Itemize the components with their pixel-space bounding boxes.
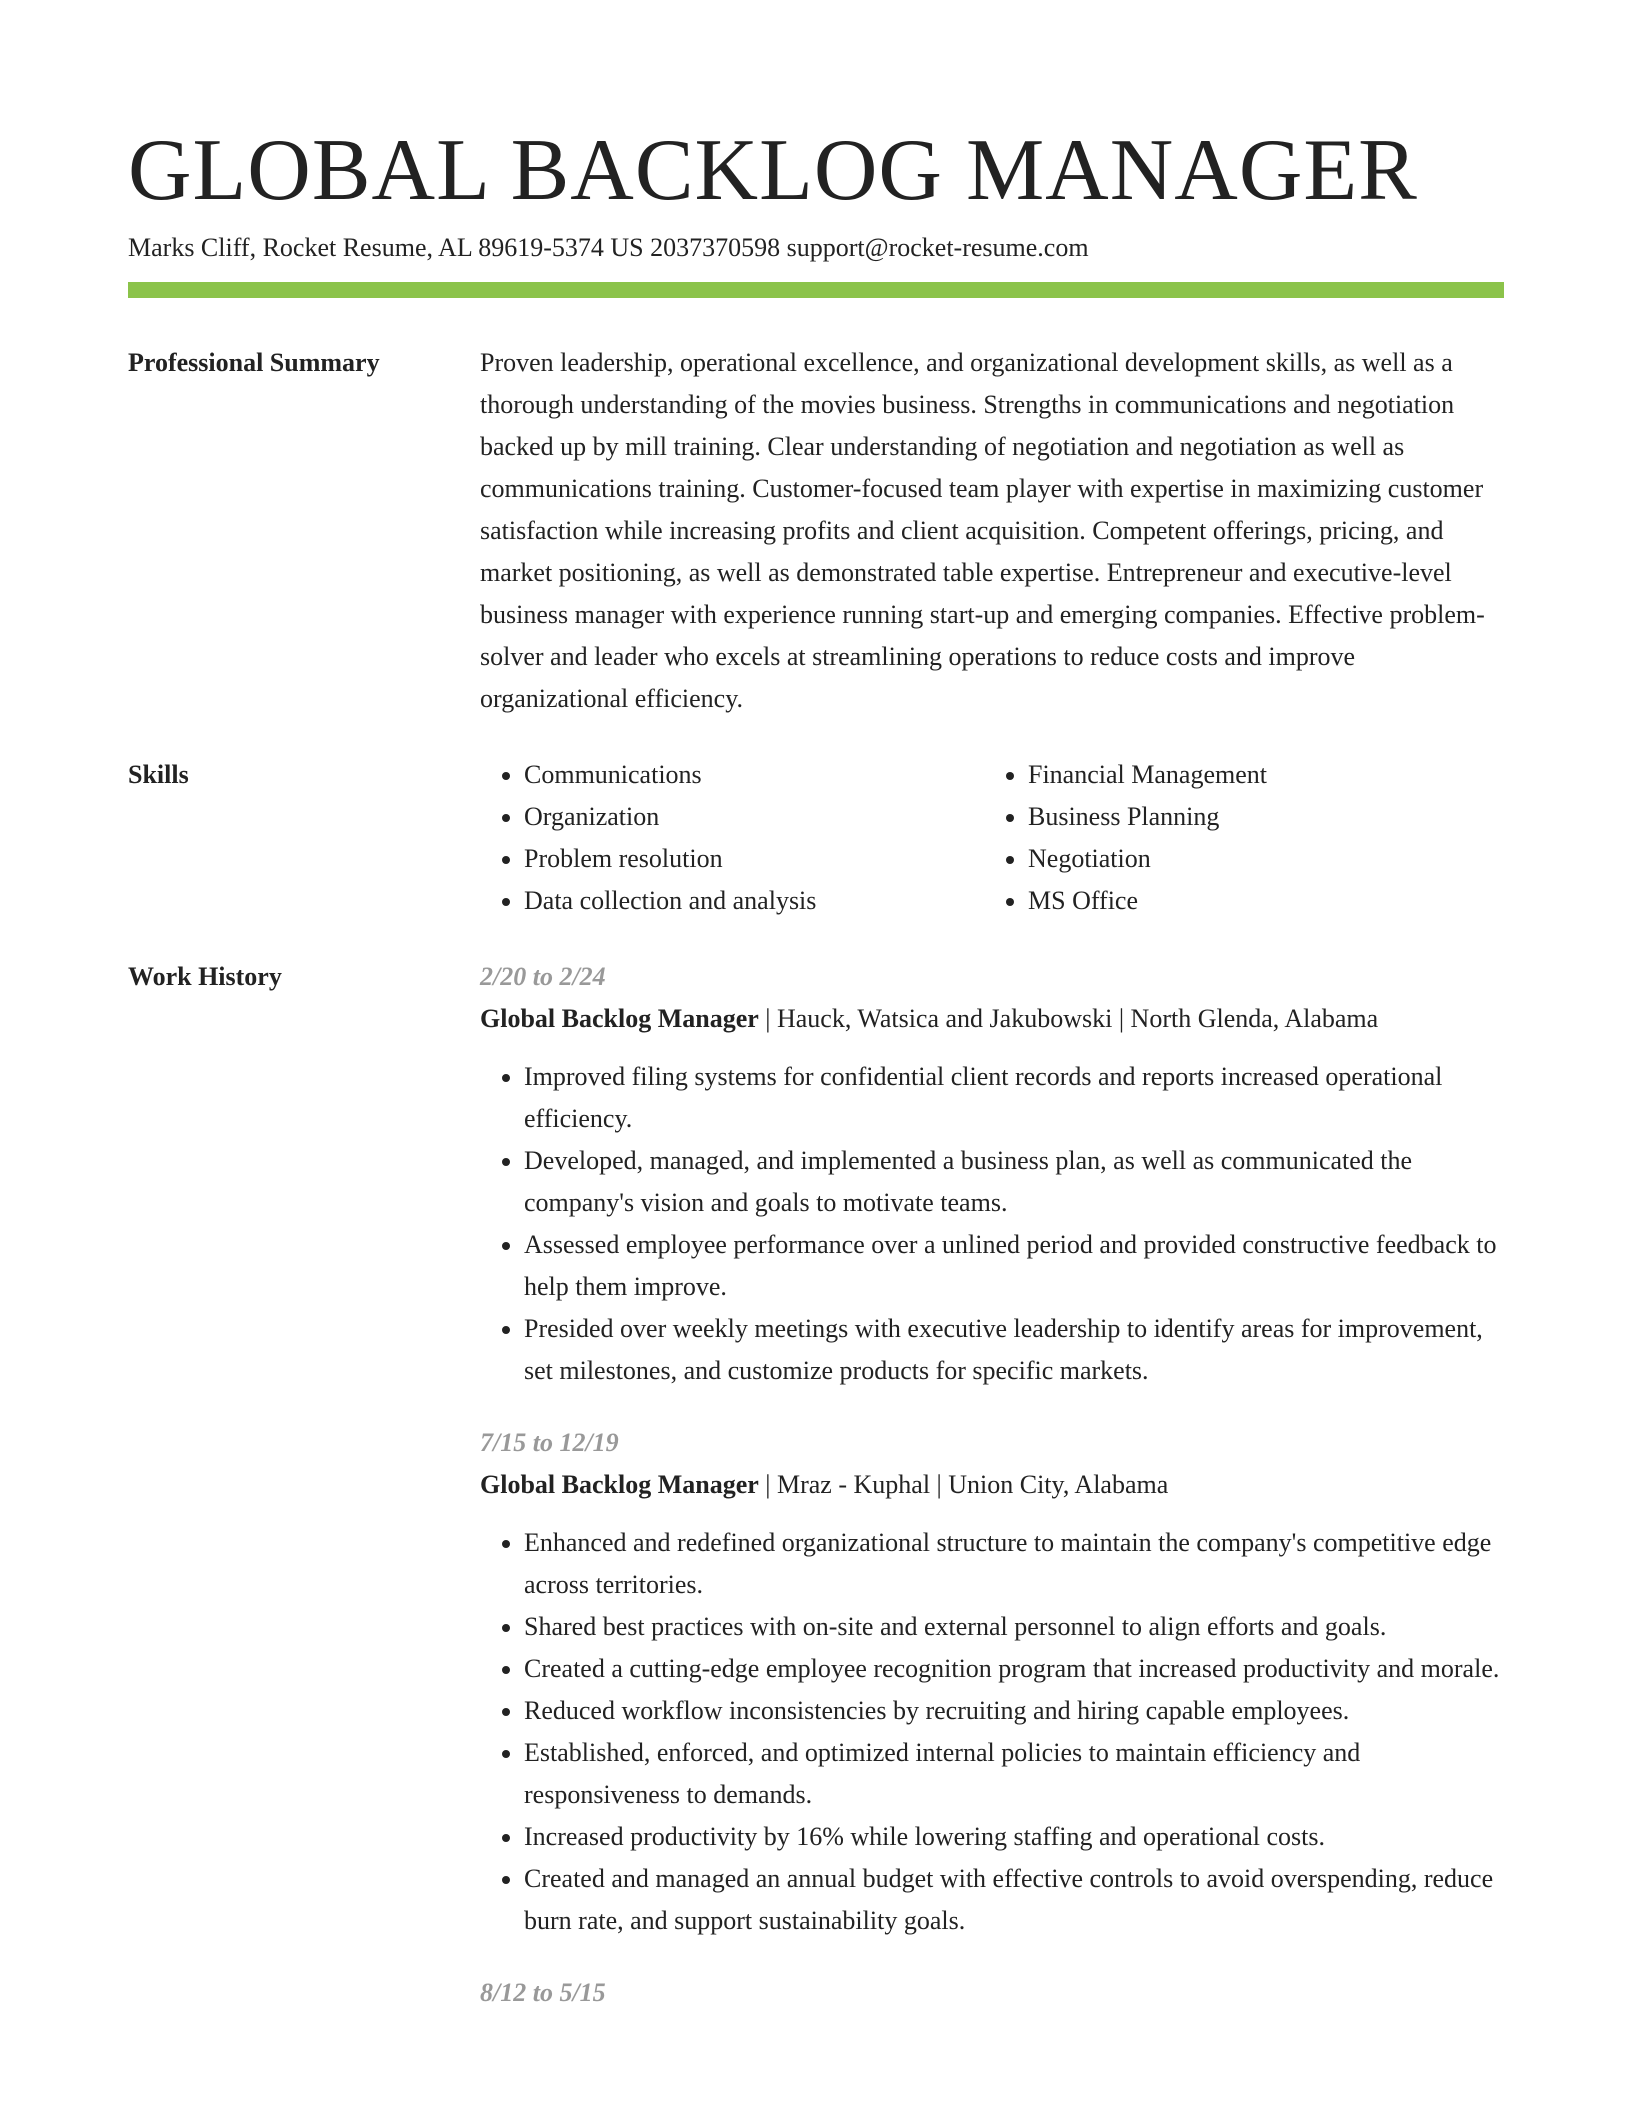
contact-line: Marks Cliff, Rocket Resume, AL 89619-5374 US 2037370598 support@rocket-resume.com <box>128 233 1089 262</box>
job-bullet: • Reduced workflow inconsistencies by recruiting and hiring capable employees. <box>524 1690 1504 1732</box>
job-entry <box>480 1422 1504 1942</box>
job-dates: 7/15 to 12/19 <box>480 1428 619 1457</box>
skills-heading: Skills <box>128 760 189 789</box>
accent-divider <box>128 282 1504 298</box>
job-title-line <box>480 998 1504 1040</box>
job-dates: 2/20 to 2/24 <box>480 962 606 991</box>
summary-section <box>128 342 1504 720</box>
work-history-heading: Work History <box>128 962 282 991</box>
skill-item: • Problem resolution <box>524 838 984 880</box>
skills-list-left <box>480 754 984 922</box>
skill-item: • Communications <box>524 754 984 796</box>
job-dates: 8/12 to 5/15 <box>480 1978 606 2007</box>
job-entry <box>480 956 1504 1392</box>
skill-item: • Business Planning <box>1028 796 1488 838</box>
job-bullet: • Increased productivity by 16% while lowering staffing and operational costs. <box>524 1816 1504 1858</box>
job-details: | Mraz - Kuphal | Union City, Alabama <box>758 1470 1169 1499</box>
job-bullet: • Shared best practices with on-site and external personnel to align efforts and goals. <box>524 1606 1504 1648</box>
skills-section <box>128 754 1504 922</box>
skill-item: • Financial Management <box>1028 754 1488 796</box>
job-bullets <box>480 1522 1504 1942</box>
skills-list-right <box>984 754 1488 922</box>
resume-page <box>128 118 1504 2044</box>
job-bullet: • Created and managed an annual budget with effective controls to avoid overspending, reduce burn rate, and support sustainability goals. <box>524 1858 1504 1942</box>
summary-heading: Professional Summary <box>128 348 380 377</box>
skill-item: • MS Office <box>1028 880 1488 922</box>
job-bullet: • Assessed employee performance over a unlined period and provided constructive feedback to help them improve. <box>524 1224 1504 1308</box>
job-bullet: • Presided over weekly meetings with executive leadership to identify areas for improvement, set milestones, and customize products for specific markets. <box>524 1308 1504 1392</box>
skill-item: • Data collection and analysis <box>524 880 984 922</box>
job-bullet: • Developed, managed, and implemented a business plan, as well as communicated the company's vision and goals to motivate teams. <box>524 1140 1504 1224</box>
resume-name: GLOBAL BACKLOG MANAGER <box>128 122 1418 219</box>
skill-item: • Negotiation <box>1028 838 1488 880</box>
job-bullet: • Created a cutting-edge employee recognition program that increased productivity and morale. <box>524 1648 1504 1690</box>
job-bullet: • Enhanced and redefined organizational structure to maintain the company's competitive edge across territories. <box>524 1522 1504 1606</box>
job-title: Global Backlog Manager <box>480 1470 759 1499</box>
job-bullet: • Improved filing systems for confidential client records and reports increased operational efficiency. <box>524 1056 1504 1140</box>
job-bullets <box>480 1056 1504 1392</box>
job-details: | Hauck, Watsica and Jakubowski | North Glenda, Alabama <box>758 1004 1379 1033</box>
job-bullet: • Established, enforced, and optimized internal policies to maintain efficiency and responsiveness to demands. <box>524 1732 1504 1816</box>
job-title-line <box>480 1464 1504 1506</box>
skills-columns <box>480 754 1504 922</box>
work-history-section <box>128 956 1504 2044</box>
summary-text: Proven leadership, operational excellence, and organizational development skills, as well as a thorough understanding of the movies business. Strengths in communications and negotiation backed up by mill training. Clear understanding of negotiation and negotiation as well as communications training. Customer-focused team player with expertise in maximizing customer satisfaction while increasing profits and client acquisition. Competent offerings, pricing, and market positioning, as well as demonstrated table expertise. Entrepreneur and executive-level business manager with experience running start-up and emerging companies. Effective problem-solver and leader who excels at streamlining operations to reduce costs and improve organizational efficiency. <box>480 348 1485 713</box>
job-entry <box>480 1972 1504 2014</box>
job-title: Global Backlog Manager <box>480 1004 759 1033</box>
skill-item: • Organization <box>524 796 984 838</box>
